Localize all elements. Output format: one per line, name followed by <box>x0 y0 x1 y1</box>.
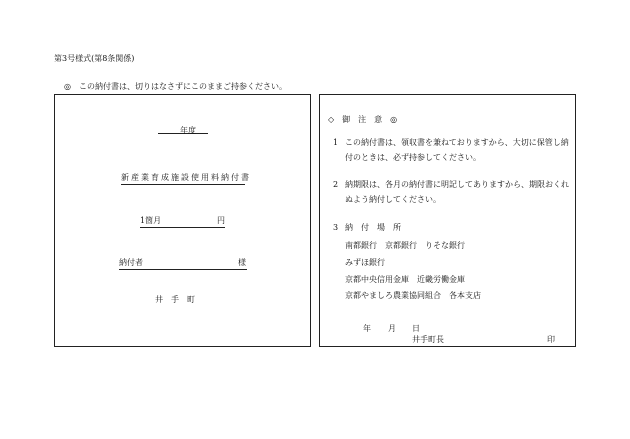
date-year-label: 年 <box>363 324 371 333</box>
carry-notice: ◎ この納付書は、切りはなさずにこのままご持参ください。 <box>64 82 287 91</box>
slip-title: 新産業育成施設使用料納付書 <box>121 173 251 182</box>
monthly-amount-label: 1箇月 <box>140 216 162 225</box>
notes-panel <box>319 94 576 347</box>
mayor-label: 井手町長 <box>412 335 444 344</box>
slip-title-underline <box>121 184 245 185</box>
place-item: 南都銀行 京都銀行 りそな銀行 <box>345 241 465 250</box>
honorific: 様 <box>238 258 246 267</box>
places-heading: 納 付 場 所 <box>345 223 401 232</box>
place-item: みずほ銀行 <box>345 258 385 267</box>
yen-label: 円 <box>217 216 225 225</box>
date-month-label: 月 <box>388 324 396 333</box>
fiscal-year-label: 年度 <box>180 126 196 135</box>
place-item: 京都やましろ農業協同組合 各本支店 <box>345 291 481 300</box>
payment-slip-panel <box>54 94 311 347</box>
places-number: 3 <box>333 223 339 232</box>
amount-blank <box>140 227 225 228</box>
note-2-line-2: ぬよう納付してください。 <box>345 195 441 204</box>
note-1-line-2: 付のときは、必ず持参してください。 <box>345 153 481 162</box>
payer-label: 納付者 <box>119 258 143 267</box>
municipality: 井 手 町 <box>155 295 195 304</box>
place-item: 京都中央信用金庫 近畿労働金庫 <box>345 275 465 284</box>
notes-heading: ◇ 御 注 意 ◎ <box>328 115 398 124</box>
note-1-number: 1 <box>333 138 339 147</box>
note-1-line-1: この納付書は、領収書を兼ねておりますから、大切に保管し納 <box>345 138 569 147</box>
note-2-number: 2 <box>333 180 339 189</box>
payer-blank <box>119 269 247 270</box>
note-2-line-1: 納期限は、各月の納付書に明記してありますから、期限おくれ <box>345 180 569 189</box>
form-number: 第3号様式(第8条関係) <box>54 54 135 63</box>
seal-mark: 印 <box>547 335 555 344</box>
date-day-label: 日 <box>412 324 420 333</box>
